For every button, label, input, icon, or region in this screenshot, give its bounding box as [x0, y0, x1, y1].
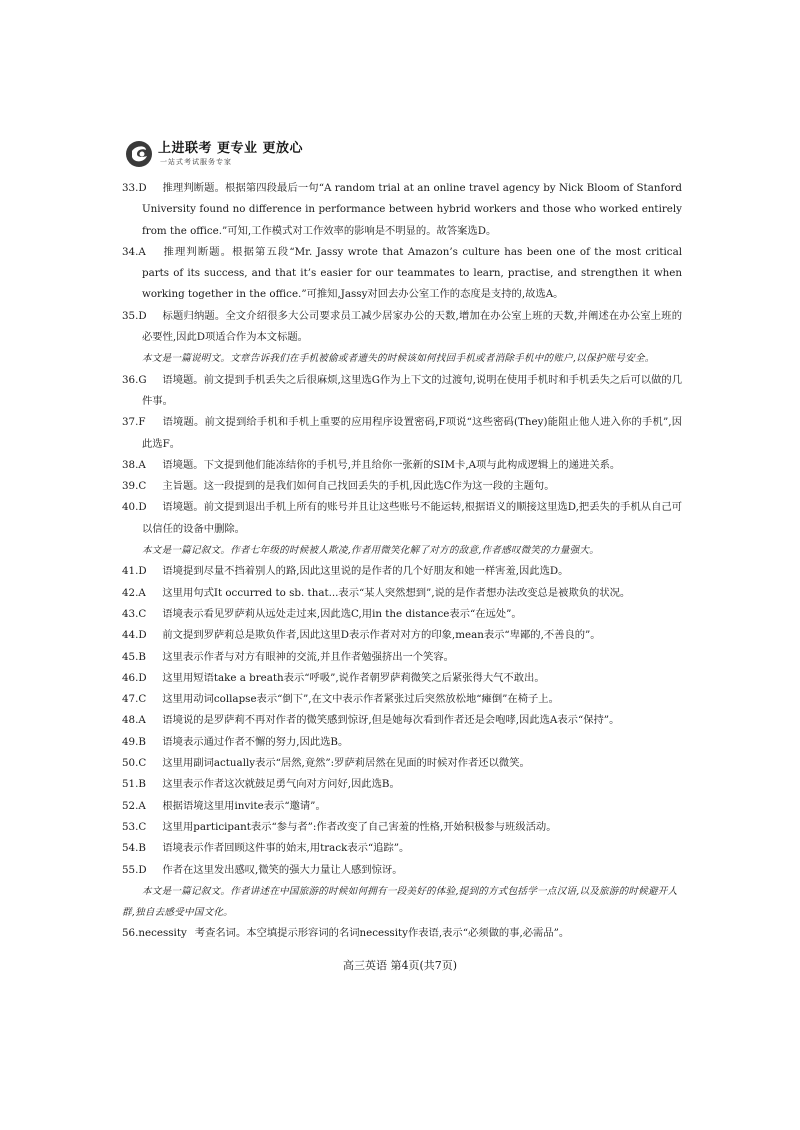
question-number: 48.	[122, 714, 139, 727]
question-number: 35.	[122, 309, 139, 322]
answer-letter: D	[138, 501, 147, 514]
answer-item	[122, 796, 682, 817]
passage-summary: 本文是一篇记叙文。作者七年级的时候被人欺凌,作者用微笑化解了对方的敌意,作者感叹微笑的力量强大。	[142, 545, 600, 557]
answer-item	[122, 370, 682, 413]
explanation-text: 语境提到尽量不挡着别人的路,因此这里说的是作者的几个好朋友和她一样害羞,因此选D。	[162, 565, 569, 578]
publisher-logo	[124, 134, 303, 174]
answer-explanations	[122, 178, 682, 945]
question-number: 38.	[122, 458, 139, 471]
passage-summary: 本文是一篇说明文。文章告诉我们在手机被偷或者遗失的时候该如何找回手机或者消除手机中的账户,以保护账号安全。	[142, 353, 655, 365]
answer-letter: D	[138, 629, 147, 642]
answer-item	[122, 497, 682, 540]
answer-letter: C	[138, 607, 147, 620]
answer-letter: A	[138, 458, 146, 471]
logo-slogan: 上进联考 更专业 更放心	[158, 141, 304, 156]
answer-item	[122, 689, 682, 710]
explanation-text: 语境表示通过作者不懈的努力,因此选B。	[162, 735, 349, 748]
answer-item	[122, 306, 682, 349]
answer-letter: D	[138, 182, 147, 194]
explanation-text: 语境题。前文提到退出手机上所有的账号并且让这些账号不能运转,根据语义的顺接这里选D,把丢失的手机从自己可以信任的设备中删除。	[142, 501, 682, 535]
question-number: 37.	[122, 416, 139, 429]
answer-letter: A	[138, 245, 146, 258]
answer-letter: B	[138, 735, 146, 748]
answer-letter: C	[138, 757, 147, 770]
answer-letter: D	[138, 309, 147, 322]
question-number: 39.	[122, 480, 139, 493]
explanation-text: 考查名词。本空填提示形容词的名词necessity作表语,表示“必须做的事,必需品”。	[194, 927, 570, 940]
answer-item	[122, 604, 682, 625]
explanation-text: 标题归纳题。全文介绍很多大公司要求员工减少居家办公的天数,增加在办公室上班的天数,并阐述在办公室上班的必要性,因此D项适合作为本文标题。	[142, 309, 682, 344]
explanation-text: 主旨题。这一段提到的是我们如何自己找回丢失的手机,因此选C作为这一段的主题句。	[162, 480, 555, 493]
answer-letter: G	[138, 373, 147, 386]
question-number: 53.	[122, 820, 139, 833]
question-number: 41.	[122, 565, 139, 578]
answer-item	[122, 732, 682, 753]
answer-letter: F	[138, 416, 146, 429]
question-number: 34.	[122, 245, 139, 258]
explanation-text: 这里用动词collapse表示“倒下”,在文中表示作者紧张过后突然放松地“瘫倒”在椅子上。	[162, 693, 559, 706]
question-number: 36.	[122, 373, 139, 386]
answer-item	[122, 476, 682, 497]
answer-letter: necessity	[138, 927, 187, 940]
explanation-text: 语境表示看见罗萨莉从远处走过来,因此选C,用in the distance表示“在远处”。	[162, 607, 522, 620]
question-number: 47.	[122, 693, 139, 706]
answer-item	[122, 647, 682, 668]
answer-letter: B	[138, 842, 146, 855]
question-number: 40.	[122, 501, 139, 514]
question-number: 33.	[122, 182, 139, 194]
question-number: 46.	[122, 671, 139, 684]
answer-item	[122, 817, 682, 838]
answer-item	[122, 242, 682, 306]
explanation-text: 这里用副词actually表示“居然,竟然”:罗萨莉居然在见面的时候对作者还以微笑。	[162, 757, 530, 770]
explanation-text: 语境说的是罗萨莉不再对作者的微笑感到惊讶,但是她每次看到作者还是会咆哮,因此选A表示“保持”。	[162, 714, 620, 727]
explanation-text: 作者在这里发出感叹,微笑的强大力量让人感到惊讶。	[162, 863, 403, 876]
explanation-text: 根据语境这里用invite表示“邀请”。	[162, 799, 326, 812]
question-number: 52.	[122, 799, 139, 812]
question-number: 54.	[122, 842, 139, 855]
question-number: 51.	[122, 778, 139, 791]
question-number: 49.	[122, 735, 139, 748]
explanation-text: 语境题。下文提到他们能冻结你的手机号,并且给你一张新的SIM卡,A项与此构成逻辑上的递进关系。	[162, 458, 621, 471]
answer-item	[122, 412, 682, 455]
answer-letter: D	[138, 671, 147, 684]
answer-letter: C	[138, 820, 147, 833]
explanation-text: 这里表示作者这次就鼓足勇气向对方问好,因此选B。	[162, 778, 400, 791]
explanation-text: 这里用句式It occurred to sb. that...表示“某人突然想到”,说的是作者想办法改变总是被欺负的状况。	[162, 586, 631, 599]
answer-letter: C	[138, 693, 147, 706]
answer-letter: D	[138, 863, 147, 876]
question-number: 50.	[122, 757, 139, 770]
passage-summary: 本文是一篇记叙文。作者讲述在中国旅游的时候如何拥有一段美好的体验,提到的方式包括学一点汉语,以及旅游的时候避开人群,独自去感受中国文化。	[122, 885, 678, 919]
answer-letter: C	[138, 480, 147, 493]
answer-letter: B	[138, 650, 146, 663]
answer-item	[122, 178, 682, 242]
explanation-text: 前文提到罗萨莉总是欺负作者,因此这里D表示作者对对方的印象,mean表示“卑鄙的,不善良的”。	[162, 629, 601, 642]
explanation-text: 这里用短语take a breath表示“呼吸”,说作者朝罗萨莉微笑之后紧张得大气不敢出。	[162, 671, 545, 684]
explanation-text: 语境题。前文提到手机丢失之后很麻烦,这里选G作为上下文的过渡句,说明在使用手机时和手机丢失之后可以做的几件事。	[142, 373, 682, 407]
answer-item	[122, 561, 682, 582]
explanation-text: 语境表示作者回顾这件事的始末,用track表示“追踪”。	[162, 842, 410, 855]
explanation-text: 这里表示作者与对方有眼神的交流,并且作者勉强挤出一个笑容。	[162, 650, 454, 663]
page-footer: 高三英语 第4页(共7页)	[342, 959, 458, 972]
answer-letter: A	[138, 799, 146, 812]
publisher-logo-icon	[124, 139, 154, 169]
answer-item	[122, 774, 682, 795]
question-number: 56.	[122, 927, 139, 940]
answer-item	[122, 860, 682, 881]
explanation-text: 语境题。前文提到给手机和手机上重要的应用程序设置密码,F项说“这些密码(They)能阻止他人进入你的手机”,因此选F。	[142, 416, 682, 450]
answer-item	[122, 923, 682, 944]
question-number: 43.	[122, 607, 139, 620]
answer-item	[122, 838, 682, 859]
answer-item	[122, 668, 682, 689]
question-number: 44.	[122, 629, 139, 642]
answer-letter: A	[138, 714, 146, 727]
answer-letter: A	[138, 586, 146, 599]
answer-item	[122, 583, 682, 604]
answer-letter: D	[138, 565, 147, 578]
answer-item	[122, 625, 682, 646]
explanation-text: 推理判断题。根据第四段最后一句“A random trial at an online travel agency by Nick Bloom of Stanford University found no difference in performance between hybrid workers and those who worked entirely from the office.”可知,工作模式对工作效率的影响是不明显的。故答案选D。	[142, 182, 682, 237]
question-number: 55.	[122, 863, 139, 876]
question-number: 42.	[122, 586, 139, 599]
explanation-text: 推理判断题。根据第五段“Mr. Jassy wrote that Amazon’s culture has been one of the most critical parts of its success, and that it’s easier for our teammates to learn, practise, and strengthen it when working together in the office.”可推知,Jassy对回去办公室工作的态度是支持的,故选A。	[142, 245, 682, 301]
answer-item	[122, 710, 682, 731]
answer-item	[122, 455, 682, 476]
explanation-text: 这里用participant表示“参与者”:作者改变了自己害羞的性格,开始积极参与班级活动。	[162, 820, 557, 833]
logo-subtitle: 一站式考试服务专家	[160, 158, 232, 166]
answer-item	[122, 753, 682, 774]
answer-letter: B	[138, 778, 146, 791]
question-number: 45.	[122, 650, 139, 663]
